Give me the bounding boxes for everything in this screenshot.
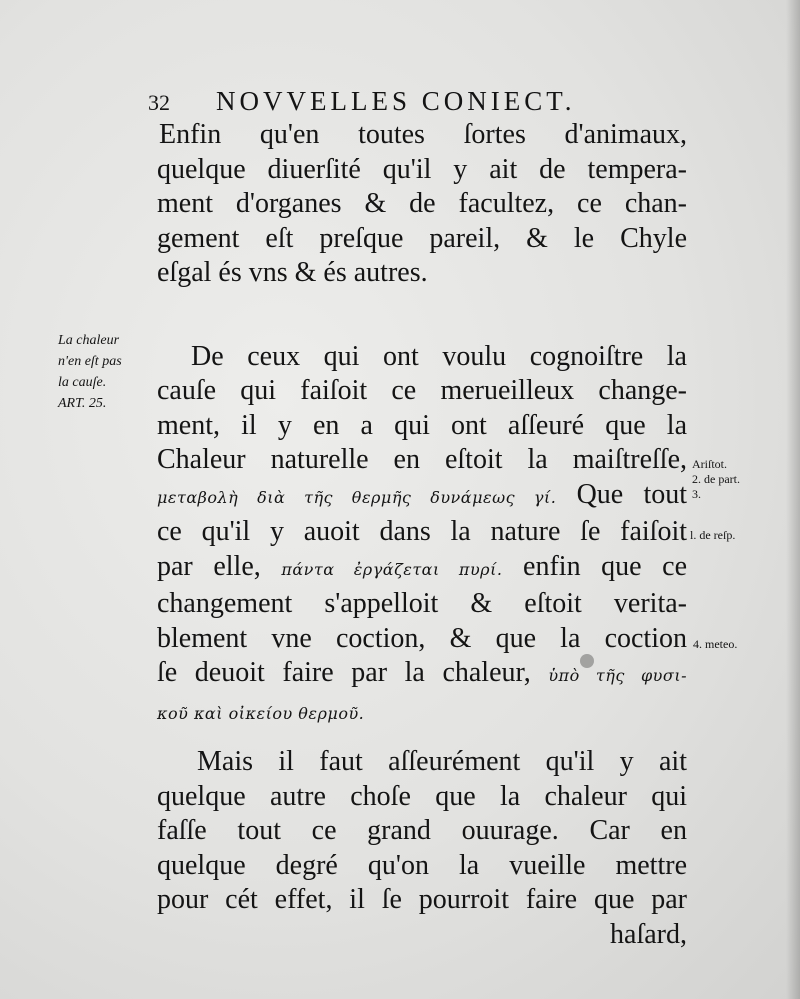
text-line: quelque degré qu'on la vueille mettre xyxy=(157,849,687,881)
text-fragment: enfin que ce xyxy=(523,550,688,582)
margin-note-line: Ariſtot. xyxy=(692,457,727,471)
greek-quotation: πάντα ἐργάζεται πυρί. xyxy=(281,559,503,579)
article-number: ART. 25. xyxy=(58,396,107,411)
text-line xyxy=(157,478,687,516)
page-number: 32 xyxy=(148,90,170,115)
page-header xyxy=(148,86,648,116)
text-fragment: Que tout xyxy=(576,478,687,510)
text-fragment: ſe deuoit faire par la chaleur, xyxy=(157,657,531,688)
right-margin-note-meteorology: 4. meteo. xyxy=(693,637,738,651)
text-line: De ceux qui ont voulu cognoiſtre la xyxy=(191,340,687,372)
paragraph-3 xyxy=(157,745,687,952)
text-line: blement vne coction, & que la coction xyxy=(157,622,687,654)
text-line: changement s'appelloit & eſtoit verita- xyxy=(157,588,687,619)
paragraph-1 xyxy=(157,118,687,291)
text-line: quelque diuerſité qu'il y ait de tempera- xyxy=(157,153,687,185)
text-line xyxy=(157,656,687,694)
text-line: pour cét effet, il ſe pourroit faire que par xyxy=(157,884,687,915)
greek-quotation: ὑπὸ τῆς φυσι- xyxy=(548,666,688,685)
text-line: eſgal és vns & és autres. xyxy=(157,257,428,288)
margin-note-line: la cauſe. xyxy=(58,375,107,390)
paragraph-2 xyxy=(157,340,687,732)
greek-quotation: μεταβολὴ διὰ τῆς θερμῆς δυνάμεως γί. xyxy=(157,487,557,507)
text-fragment: par elle, xyxy=(157,550,261,582)
text-line: ce qu'il y auoit dans la nature ſe faiſoit xyxy=(157,516,687,547)
right-margin-note-respiration: l. de reſp. xyxy=(690,528,736,542)
text-line: Mais il faut aſſeurément qu'il y ait xyxy=(197,746,687,777)
left-margin-note xyxy=(58,330,154,414)
page-edge-shadow xyxy=(786,0,800,999)
text-line: ment, il y en a qui ont aſſeuré que la xyxy=(157,409,687,441)
body-text xyxy=(157,118,687,952)
text-line: cauſe qui faiſoit ce merueilleux change- xyxy=(157,375,687,406)
margin-note-line: 3. xyxy=(692,487,701,501)
margin-note-line: 2. de part. xyxy=(692,472,740,486)
ink-blot xyxy=(580,654,594,668)
margin-note-line: n'en eſt pas xyxy=(58,354,122,369)
text-line: gement eſt preſque pareil, & le Chyle xyxy=(157,222,687,254)
right-margin-note-aristotle xyxy=(692,457,740,502)
text-line xyxy=(157,550,687,588)
running-title: NOVVELLES CONIECT. xyxy=(216,86,576,116)
text-line: faſſe tout ce grand ouurage. Car en xyxy=(157,815,687,846)
text-line: quelque autre choſe que la chaleur qui xyxy=(157,780,687,812)
margin-note-line: La chaleur xyxy=(58,333,120,348)
text-line: Chaleur naturelle en eſtoit la maiſtreſſe, xyxy=(157,444,687,475)
text-line: ment d'organes & de facultez, ce chan- xyxy=(157,188,687,219)
catchword: haſard, xyxy=(610,918,687,950)
text-line: Enfin qu'en toutes ſortes d'animaux, xyxy=(159,119,687,150)
greek-quotation: κοῦ καὶ οἰκείου θερμοῦ. xyxy=(157,703,365,723)
text-line xyxy=(157,694,687,732)
